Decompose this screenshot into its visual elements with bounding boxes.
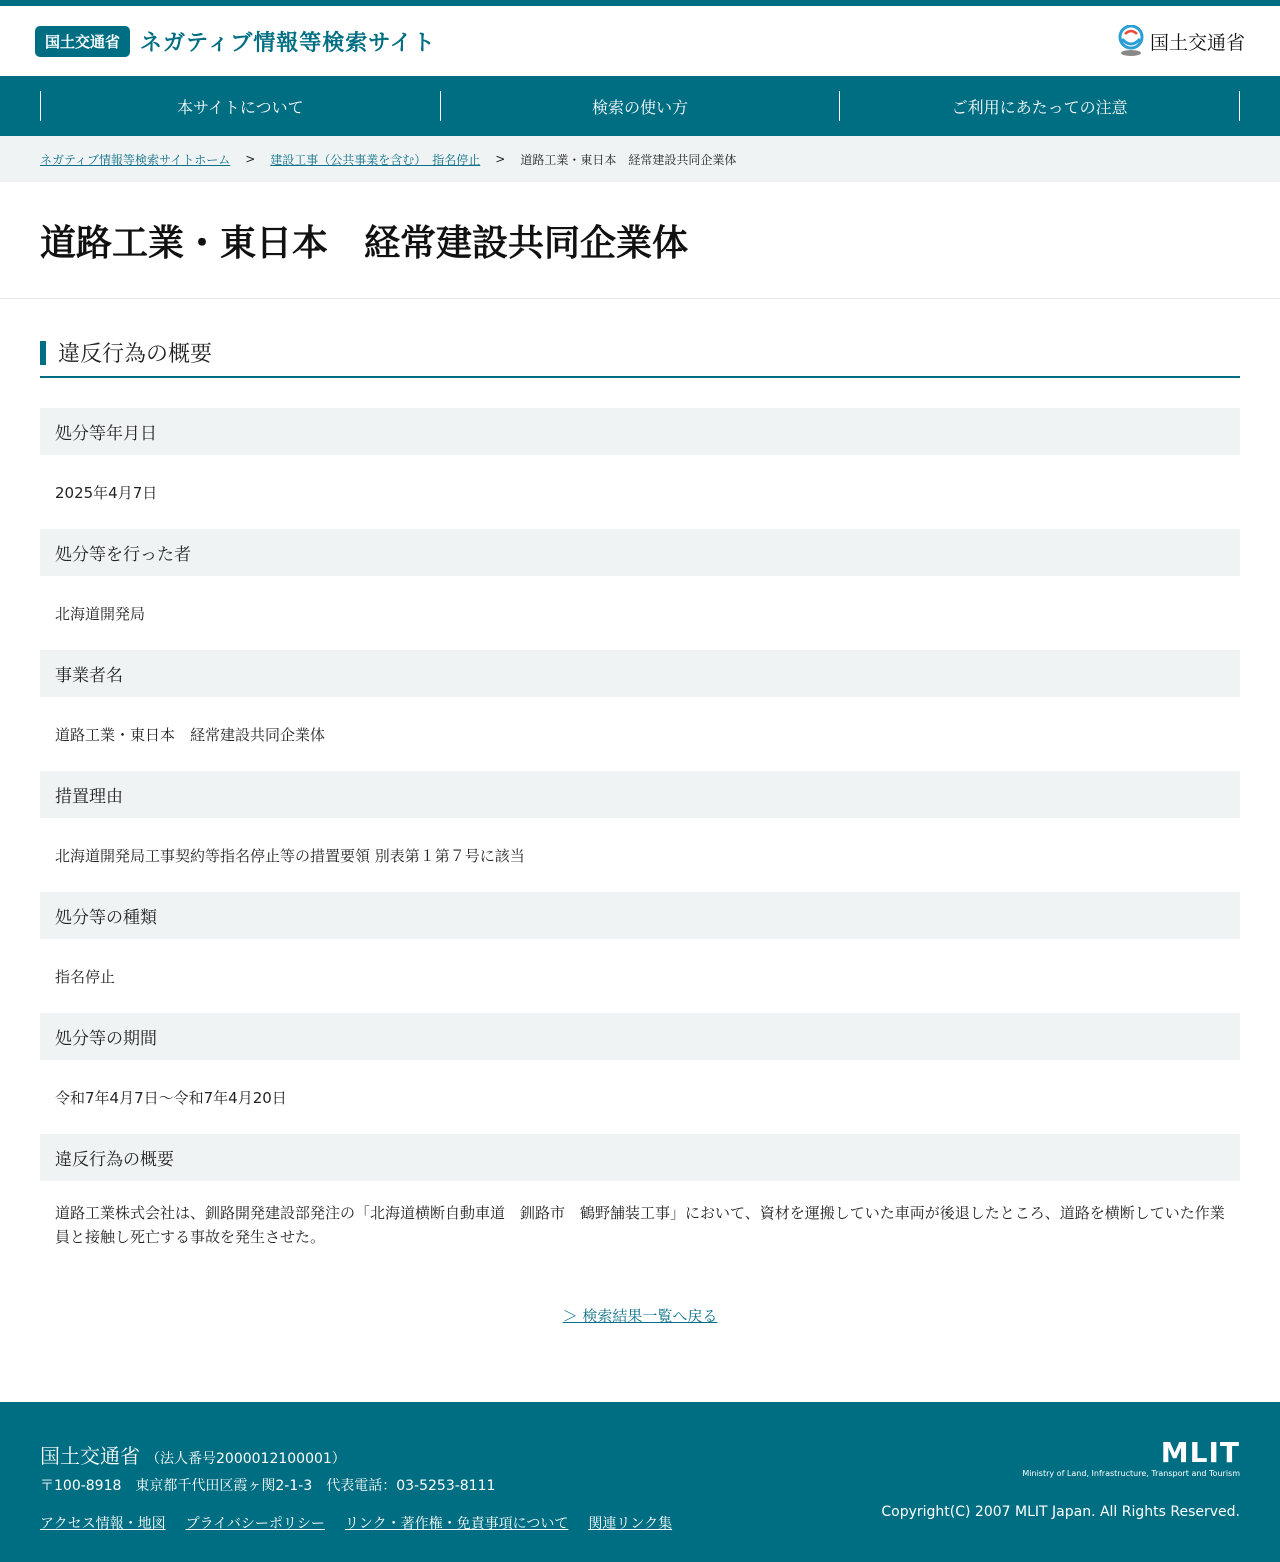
- field-value-reason: 北海道開発局工事契約等指名停止等の措置要領 別表第１第７号に該当: [55, 846, 525, 865]
- field-value-period: 令和7年4月7日～令和7年4月20日: [55, 1088, 287, 1107]
- ministry-badge: 国土交通省: [35, 26, 130, 57]
- page-title: 道路工業・東日本 経常建設共同企業体: [40, 222, 689, 264]
- footer-right: [881, 1436, 1240, 1520]
- site-title: ネガティブ情報等検索サイト: [140, 30, 436, 56]
- breadcrumb-separator: >: [495, 152, 506, 166]
- back-to-results-link[interactable]: ＞ 検索結果一覧へ戻る: [562, 1307, 718, 1325]
- nav-notes[interactable]: ご利用にあたっての注意: [839, 91, 1240, 121]
- field-value-type: 指名停止: [55, 967, 116, 986]
- site-header: [0, 6, 1280, 76]
- field-label-reason: 措置理由: [40, 771, 1240, 818]
- back-link-area: [40, 1305, 1240, 1326]
- field-label-period: 処分等の期間: [40, 1013, 1240, 1060]
- site-brand[interactable]: [35, 26, 436, 57]
- breadcrumb-home[interactable]: ネガティブ情報等検索サイトホーム: [40, 152, 231, 167]
- field-value-summary: 道路工業株式会社は、釧路開発建設部発注の「北海道横断自動車道 釧路市 鶴野舗装工事」において、資材を運搬していた車両が後退したところ、道路を横断していた作業員と接触し死亡する事故を発生させた。: [55, 1204, 1225, 1246]
- field-label-type: 処分等の種類: [40, 892, 1240, 939]
- main-nav: [0, 76, 1280, 136]
- section-heading: [40, 337, 1240, 378]
- ministry-name: 国土交通省: [1149, 31, 1245, 54]
- copyright-text: Copyright(C) 2007 MLIT Japan. All Rights Reserved.: [881, 1504, 1240, 1520]
- footer-corp-number: （法人番号2000012100001）: [146, 1451, 346, 1467]
- footer-link-related[interactable]: 関連リンク集: [588, 1516, 673, 1532]
- mlit-logo-subtitle: Ministry of Land, Infrastructure, Transport and Tourism: [1022, 1469, 1240, 1478]
- section-heading-text: 違反行為の概要: [58, 342, 213, 367]
- mlit-logo: MLIT: [1160, 1436, 1240, 1469]
- heading-accent-bar: [40, 341, 46, 365]
- nav-how-to-search[interactable]: 検索の使い方: [440, 91, 840, 121]
- page-title-area: [0, 182, 1280, 299]
- field-label-date: 処分等年月日: [40, 408, 1240, 455]
- nav-about[interactable]: 本サイトについて: [40, 91, 440, 121]
- ministry-logo[interactable]: [1116, 25, 1245, 57]
- footer-link-access[interactable]: アクセス情報・地図: [40, 1516, 166, 1532]
- footer-org-name: 国土交通省: [40, 1444, 140, 1468]
- breadcrumb: [0, 136, 1280, 182]
- field-value-authority: 北海道開発局: [55, 604, 146, 623]
- field-label-company: 事業者名: [40, 650, 1240, 697]
- field-value-company: 道路工業・東日本 経常建設共同企業体: [55, 725, 326, 744]
- detail-list: [40, 408, 1240, 1249]
- field-label-authority: 処分等を行った者: [40, 529, 1240, 576]
- footer-link-copyright[interactable]: リンク・著作権・免責事項について: [344, 1516, 569, 1532]
- footer-address: 〒100-8918 東京都千代田区霞ヶ関2-1-3 代表電話：03-5253-8111: [40, 1478, 496, 1494]
- site-footer: [0, 1402, 1280, 1562]
- main-content: [0, 299, 1280, 1326]
- footer-link-privacy[interactable]: プライバシーポリシー: [185, 1516, 325, 1532]
- breadcrumb-category[interactable]: 建設工事（公共事業を含む） 指名停止: [270, 152, 481, 167]
- ministry-emblem-icon: [1116, 25, 1146, 57]
- field-value-date: 2025年4月7日: [55, 483, 158, 502]
- breadcrumb-current: 道路工業・東日本 経常建設共同企業体: [520, 152, 737, 167]
- field-label-summary: 違反行為の概要: [40, 1134, 1240, 1181]
- breadcrumb-separator: >: [245, 152, 256, 166]
